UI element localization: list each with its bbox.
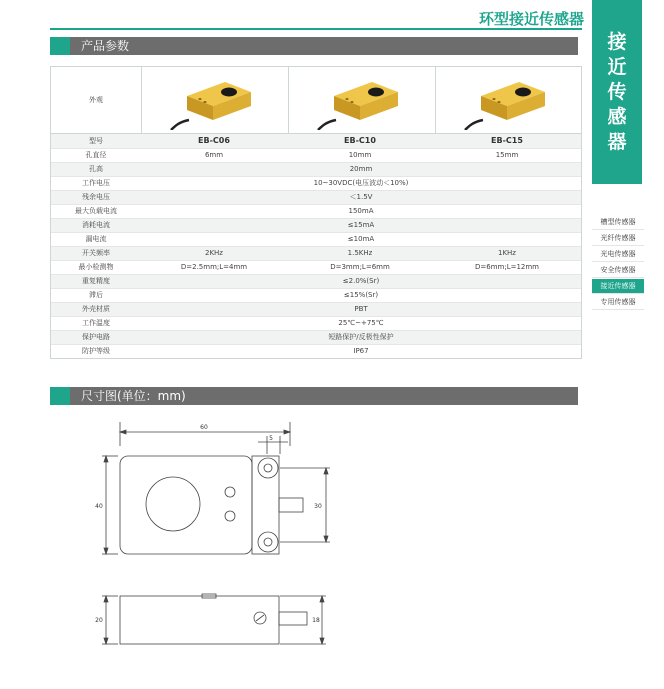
model-c06: EB-C06	[198, 136, 230, 145]
cell-value: D=2.5mm;L=4mm	[180, 263, 248, 271]
cell-value: 25℃~+75℃	[338, 319, 384, 327]
row-label: 开关频率	[82, 249, 110, 257]
spec-row-operating-temperature	[51, 317, 581, 331]
section-header-parameters	[50, 37, 578, 55]
spec-row-min-target	[51, 261, 581, 275]
dim-hole-offset-label: 5	[269, 435, 273, 442]
section-accent	[50, 37, 70, 55]
side-nav-item-special-sensor[interactable]: 专用传感器	[592, 295, 644, 310]
spec-row-hole-height	[51, 163, 581, 177]
section-accent	[50, 387, 70, 405]
model-row	[51, 134, 581, 149]
row-label: 滞后	[89, 291, 103, 299]
dim-cable-spacing-label: 30	[314, 503, 322, 510]
category-tab-char: 器	[607, 131, 627, 153]
model-c10: EB-C10	[344, 136, 376, 145]
row-label: 最大负载电流	[75, 207, 117, 215]
cell-value: 150mA	[348, 207, 374, 215]
cell-value: 1.5KHz	[347, 249, 373, 257]
row-label: 最小检测物	[78, 263, 114, 271]
cell-value: PBT	[354, 305, 368, 313]
row-label: 重复精度	[82, 277, 110, 285]
cell-value: D=3mm;L=6mm	[330, 263, 390, 271]
row-label: 外观	[89, 96, 103, 104]
category-tab-char: 接	[607, 31, 627, 53]
spec-row-current-consumption	[51, 219, 581, 233]
cell-value: IP67	[353, 347, 369, 355]
cell-value: ≤10mA	[347, 235, 375, 243]
spec-row-hysteresis	[51, 289, 581, 303]
page-title: 环型接近传感器	[478, 10, 584, 28]
cell-value: ≤2.0%(Sr)	[342, 277, 380, 285]
side-nav-item-proximity-sensor[interactable]: 接近传感器	[592, 279, 644, 294]
row-label: 保护电路	[82, 333, 110, 341]
row-label: 残余电压	[82, 193, 110, 201]
row-label: 工作电压	[82, 179, 110, 187]
category-tab-char: 传	[607, 81, 627, 103]
dim-cable-thickness-label: 18	[312, 617, 320, 624]
side-nav-item-slot-sensor[interactable]: 槽型传感器	[592, 215, 644, 230]
cell-value: D=6mm;L=12mm	[474, 263, 539, 271]
section-title: 产品参数	[81, 39, 130, 53]
row-label: 外壳材质	[82, 305, 110, 313]
spec-row-housing-material	[51, 303, 581, 317]
model-c15: EB-C15	[491, 136, 523, 145]
cell-value: 20mm	[349, 165, 373, 173]
cell-value: 短路保护/反极性保护	[328, 333, 394, 341]
side-nav-item-fiber-sensor[interactable]: 光纤传感器	[592, 231, 644, 246]
product-image-c10	[288, 67, 435, 133]
product-image-c15	[435, 67, 581, 133]
cell-value: 2KHz	[205, 249, 223, 257]
row-label: 型号	[89, 137, 103, 145]
dim-width-label: 60	[200, 424, 208, 431]
row-label: 消耗电流	[82, 221, 110, 229]
row-label: 工作温度	[82, 319, 110, 327]
spec-row-residual-voltage	[51, 191, 581, 205]
spec-row-max-load-current	[51, 205, 581, 219]
dim-height-label: 40	[95, 503, 103, 510]
spec-row-leakage-current	[51, 233, 581, 247]
title-rule	[50, 28, 582, 30]
cell-value: 10mm	[348, 151, 372, 159]
side-nav-item-safety-sensor[interactable]: 安全传感器	[592, 263, 644, 278]
spec-row-repeatability	[51, 275, 581, 289]
spec-table	[50, 66, 582, 359]
cell-value: ≤15%(Sr)	[343, 291, 379, 299]
spec-row-protection-circuit	[51, 331, 581, 345]
side-nav	[592, 215, 644, 311]
cell-value: 1KHz	[498, 249, 516, 257]
category-tab-char: 感	[607, 106, 627, 128]
side-nav-item-photoelectric-sensor[interactable]: 光电传感器	[592, 247, 644, 262]
row-label: 孔直径	[85, 151, 107, 159]
cell-value: 15mm	[495, 151, 519, 159]
spec-row-protection-rating	[51, 345, 581, 358]
spec-row-operating-voltage	[51, 177, 581, 191]
dim-thickness-label: 20	[95, 617, 103, 624]
spec-row-hole-diameter	[51, 149, 581, 163]
section-title: 尺寸图(单位：mm)	[81, 389, 186, 403]
row-label: 防护等级	[82, 347, 110, 355]
category-tab	[592, 0, 642, 184]
category-tab-char: 近	[607, 56, 627, 78]
product-image-c06	[141, 67, 288, 133]
cell-value: ＜1.5V	[349, 193, 373, 201]
section-header-dimensions	[50, 387, 578, 405]
cell-value: ≤15mA	[347, 221, 375, 229]
dimension-drawing-top	[90, 418, 340, 568]
cell-value: 6mm	[204, 151, 224, 159]
cell-value: 10~30VDC(电压波动＜10%)	[313, 179, 409, 187]
spec-row-switching-frequency	[51, 247, 581, 261]
row-label: 孔高	[89, 165, 103, 173]
dimension-drawing-side	[90, 590, 340, 650]
row-label: 漏电流	[85, 235, 107, 243]
appearance-row	[51, 67, 581, 134]
